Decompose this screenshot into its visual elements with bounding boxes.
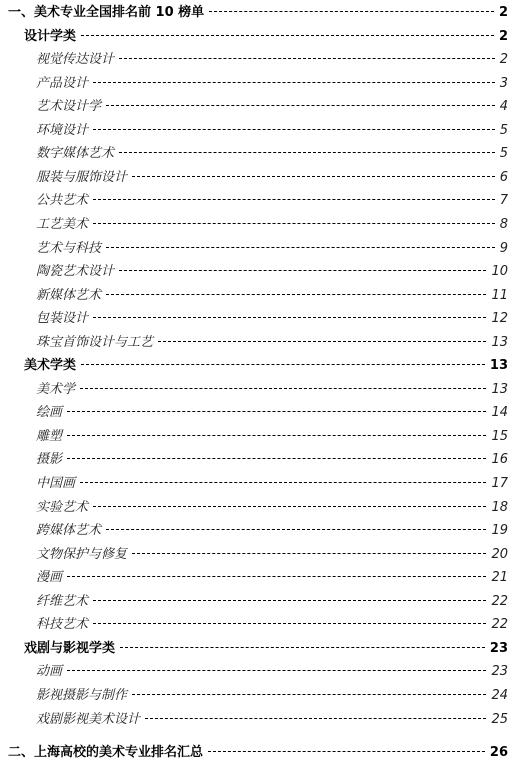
toc-entry[interactable] <box>36 571 508 584</box>
toc-entry[interactable] <box>36 383 508 396</box>
toc-leader-dots <box>80 388 486 389</box>
toc-leader-dots <box>119 270 486 271</box>
toc-entry-page-number: 7 <box>499 193 508 209</box>
toc-entry[interactable] <box>36 524 508 537</box>
toc-entry[interactable] <box>36 501 508 514</box>
toc-entry-title: 艺术设计学 <box>36 99 102 115</box>
toc-entry-page-number: 3 <box>499 75 508 91</box>
toc-leader-dots <box>208 751 485 752</box>
toc-entry[interactable] <box>36 171 508 184</box>
toc-entry[interactable] <box>36 218 508 231</box>
toc-entry-page-number: 16 <box>491 452 508 468</box>
toc-entry-page-number: 13 <box>489 358 508 374</box>
toc-entry-title: 跨媒体艺术 <box>36 523 102 539</box>
toc-entry[interactable] <box>36 713 508 726</box>
toc-entry[interactable] <box>36 194 508 207</box>
toc-entry-page-number: 21 <box>491 570 508 586</box>
toc-entry-title: 实验艺术 <box>36 499 89 515</box>
toc-entry-title: 漫画 <box>36 570 63 586</box>
toc-leader-dots <box>132 176 495 177</box>
toc-leader-dots <box>81 35 494 36</box>
toc-leader-dots <box>209 11 494 12</box>
toc-entry-page-number: 6 <box>499 169 508 185</box>
toc-entry-title: 戏剧与影视学类 <box>24 640 116 656</box>
toc-leader-dots <box>93 600 486 601</box>
toc-entry-page-number: 22 <box>491 593 508 609</box>
toc-leader-dots <box>106 247 495 248</box>
toc-entry-page-number: 2 <box>498 5 508 20</box>
toc-leader-dots <box>80 482 486 483</box>
toc-entry-page-number: 20 <box>491 546 508 562</box>
toc-leader-dots <box>93 317 486 318</box>
toc-entry-page-number: 17 <box>491 476 508 491</box>
toc-entry-page-number: 5 <box>499 146 508 162</box>
toc-leader-dots <box>93 82 495 83</box>
toc-leader-dots <box>119 152 495 153</box>
toc-entry[interactable] <box>24 642 508 655</box>
toc-entry-title: 数字媒体艺术 <box>36 146 115 162</box>
toc-entry[interactable] <box>36 477 508 490</box>
toc-entry-page-number: 23 <box>489 640 508 656</box>
toc-entry[interactable] <box>36 453 508 466</box>
toc-entry-title: 珠宝首饰设计与工艺 <box>36 334 154 350</box>
toc-entry-title: 视觉传达设计 <box>36 52 115 68</box>
toc-entry[interactable] <box>36 336 508 349</box>
toc-leader-dots <box>93 129 495 130</box>
toc-leader-dots <box>93 199 495 200</box>
toc-entry-page-number: 13 <box>491 381 508 397</box>
toc-entry-title: 新媒体艺术 <box>36 287 102 303</box>
toc-leader-dots <box>106 294 486 295</box>
toc-leader-dots <box>119 58 495 59</box>
toc-entry[interactable] <box>24 359 508 372</box>
toc-entry-title: 服装与服饰设计 <box>36 169 128 185</box>
toc-entry-title: 美术学 <box>36 381 76 397</box>
toc-entry-title: 戏剧影视美术设计 <box>36 711 141 727</box>
toc-entry-page-number: 24 <box>491 687 508 703</box>
toc-entry-title: 工艺美术 <box>36 216 89 232</box>
toc-entry-title: 文物保护与修复 <box>36 546 128 562</box>
toc-leader-dots <box>93 623 486 624</box>
toc-leader-dots <box>67 576 486 577</box>
toc-entry-page-number: 10 <box>491 264 508 280</box>
toc-entry[interactable] <box>36 618 508 631</box>
toc-leader-dots <box>67 458 486 459</box>
toc-entry-title: 环境设计 <box>36 122 89 138</box>
toc-entry[interactable] <box>36 665 508 678</box>
toc-entry[interactable] <box>36 689 508 702</box>
toc-leader-dots <box>145 718 486 719</box>
toc-entry[interactable] <box>36 548 508 561</box>
toc-entry-title: 绘画 <box>36 405 63 421</box>
toc-entry-title: 纤维艺术 <box>36 593 89 609</box>
toc-entry[interactable] <box>36 289 508 302</box>
toc-entry-page-number: 14 <box>491 405 508 421</box>
toc-entry-page-number: 4 <box>499 99 508 115</box>
toc-entry[interactable] <box>36 265 508 278</box>
toc-entry-page-number: 2 <box>499 52 508 68</box>
toc-entry-title: 中国画 <box>36 476 76 491</box>
toc-leader-dots <box>106 529 486 530</box>
toc-leader-dots <box>67 670 486 671</box>
toc-entry-title: 艺术与科技 <box>36 240 102 256</box>
toc-entry[interactable] <box>24 30 508 43</box>
toc-entry[interactable] <box>36 100 508 113</box>
toc-entry-title: 一、美术专业全国排名前 10 榜单 <box>8 5 205 20</box>
toc-leader-dots <box>81 364 485 365</box>
toc-leader-dots <box>93 506 486 507</box>
toc-entry-title: 二、上海高校的美术专业排名汇总 <box>8 745 204 760</box>
toc-entry-page-number: 15 <box>491 428 508 444</box>
toc-entry-page-number: 19 <box>491 523 508 539</box>
toc-entry-page-number: 18 <box>491 499 508 515</box>
toc-entry-page-number: 22 <box>491 617 508 633</box>
toc-leader-dots <box>67 435 486 436</box>
toc-entry-page-number: 11 <box>491 287 508 303</box>
toc-entry-page-number: 12 <box>491 311 508 327</box>
toc-entry-page-number: 5 <box>499 122 508 138</box>
toc-entry[interactable] <box>36 312 508 325</box>
toc-entry-title: 包装设计 <box>36 311 89 327</box>
toc-entry[interactable] <box>36 147 508 160</box>
toc-entry-page-number: 26 <box>489 745 508 760</box>
toc-entry[interactable] <box>36 77 508 90</box>
toc-entry-title: 设计学类 <box>24 28 77 44</box>
toc-entry-title: 影视摄影与制作 <box>36 687 128 703</box>
toc-entry[interactable] <box>36 406 508 419</box>
toc-leader-dots <box>158 341 486 342</box>
toc-entry-title: 动画 <box>36 664 63 680</box>
toc-entry-title: 摄影 <box>36 452 63 468</box>
toc-leader-dots <box>132 553 486 554</box>
toc-entry-title: 美术学类 <box>24 358 77 374</box>
toc-entry-title: 产品设计 <box>36 75 89 91</box>
toc-entry-title: 科技艺术 <box>36 617 89 633</box>
toc-entry-page-number: 9 <box>499 240 508 256</box>
toc-entry-page-number: 25 <box>491 711 508 727</box>
toc-entry[interactable] <box>36 53 508 66</box>
toc-entry-page-number: 2 <box>498 28 508 44</box>
toc-entry[interactable] <box>8 746 508 759</box>
toc-entry-title: 公共艺术 <box>36 193 89 209</box>
toc-leader-dots <box>93 223 495 224</box>
toc-leader-dots <box>67 411 486 412</box>
toc-entry-page-number: 13 <box>491 334 508 350</box>
toc-entry[interactable] <box>36 242 508 255</box>
toc-entry-page-number: 8 <box>499 216 508 232</box>
toc-entry-title: 雕塑 <box>36 428 63 444</box>
toc-entry-title: 陶瓷艺术设计 <box>36 264 115 280</box>
toc-entry-page-number: 23 <box>491 664 508 680</box>
toc-entry[interactable] <box>36 124 508 137</box>
toc-entry[interactable] <box>36 595 508 608</box>
toc-leader-dots <box>120 647 485 648</box>
toc-leader-dots <box>106 105 495 106</box>
toc-leader-dots <box>132 694 486 695</box>
toc-entry[interactable] <box>8 6 508 19</box>
toc-entry[interactable] <box>36 430 508 443</box>
